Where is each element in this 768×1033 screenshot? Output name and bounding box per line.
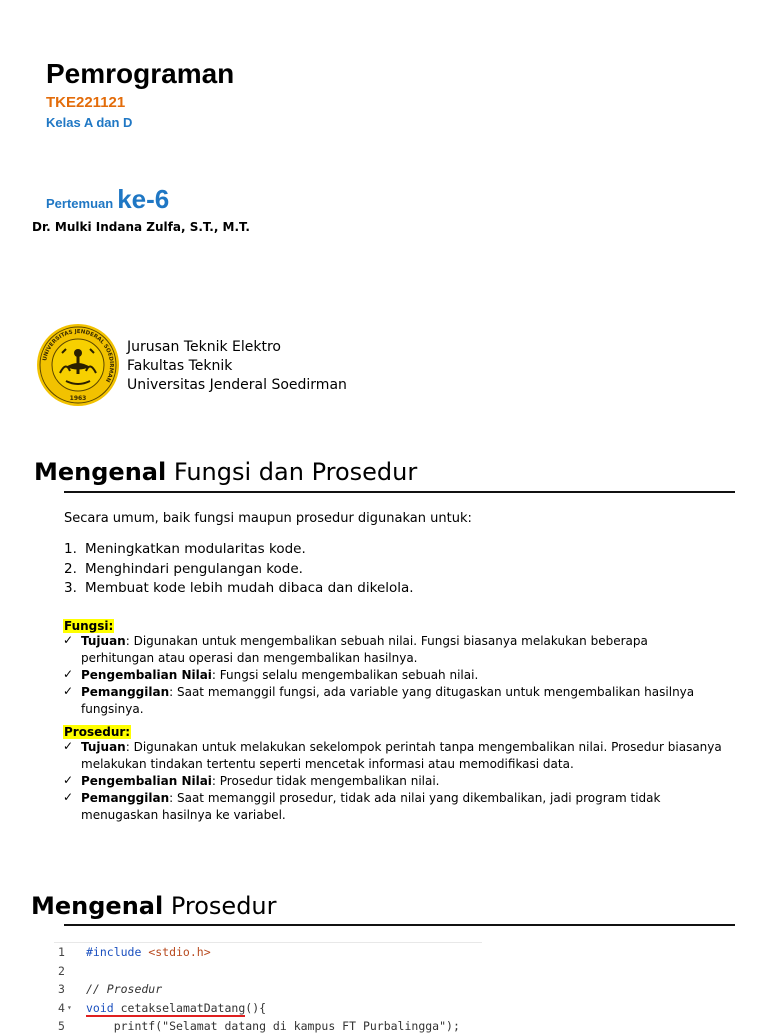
checkmark-icon: ✓	[63, 773, 74, 787]
section-title-rest: Prosedur	[163, 892, 277, 920]
institution-block	[127, 338, 347, 395]
logo-ring-text: UNIVERSITAS JENDERAL SOEDIRMAN	[42, 328, 115, 383]
list-item: 2. Menghindari pengulangan kode.	[64, 560, 303, 577]
meeting-number	[46, 184, 169, 215]
university-logo-icon	[36, 323, 120, 407]
lecturer-name: Dr. Mulki Indana Zulfa, S.T., M.T.	[32, 220, 250, 234]
fold-arrow-icon[interactable]: ▾	[67, 1002, 72, 1012]
purpose-list	[64, 540, 414, 599]
meeting-label: Pertemuan	[46, 196, 114, 211]
prosedur-points	[63, 739, 723, 824]
checkmark-icon: ✓	[63, 739, 74, 753]
code-line: 2	[58, 963, 65, 978]
list-item: ✓ Pemanggilan: Saat memanggil prosedur, tidak ada nilai yang dikembalikan, jadi program tidak menugaskan hasilnya ke variabel.	[63, 790, 661, 822]
list-item: ✓ Tujuan: Digunakan untuk melakukan sekelompok perintah tanpa mengembalikan nilai. Prosedur biasanya melakukan tindakan tertentu seperti mencetak informasi atau memodifikasi data.	[63, 739, 722, 771]
checkmark-icon: ✓	[63, 633, 74, 647]
section-title-bold: Mengenal	[34, 458, 167, 486]
code-line: 5 printf("Selamat datang di kampus FT Purbalingga");	[58, 1019, 460, 1033]
section-title-fungsi-prosedur	[34, 458, 417, 486]
checkmark-icon: ✓	[63, 667, 74, 681]
code-line: 1 #include <stdio.h>	[58, 945, 211, 959]
meeting-value: ke-6	[117, 184, 170, 214]
section-title-rest: Fungsi dan Prosedur	[166, 458, 418, 486]
faculty: Fakultas Teknik	[127, 358, 233, 374]
code-line: 4 ▾ void cetakselamatDatang(){	[54, 999, 482, 1018]
code-editor	[54, 942, 482, 1033]
list-item: ✓ Pengembalian Nilai: Fungsi selalu mengembalikan sebuah nilai.	[63, 667, 479, 682]
prosedur-heading: Prosedur:	[64, 725, 131, 739]
intro-text: Secara umum, baik fungsi maupun prosedur digunakan untuk:	[64, 511, 472, 526]
department: Jurusan Teknik Elektro	[127, 339, 281, 355]
class-info: Kelas A dan D	[46, 115, 133, 130]
list-item: ✓ Tujuan: Digunakan untuk mengembalikan sebuah nilai. Fungsi biasanya melakukan beberapa perhitungan atau operasi dan mengembalikan hasilnya.	[63, 633, 648, 665]
section-title-prosedur	[31, 892, 277, 920]
checkmark-icon: ✓	[63, 790, 74, 804]
list-item: ✓ Pemanggilan: Saat memanggil fungsi, ada variable yang ditugaskan untuk mengembalikan hasilnya fungsinya.	[63, 684, 695, 716]
university: Universitas Jenderal Soedirman	[127, 377, 347, 393]
section-divider	[64, 924, 735, 926]
fungsi-heading: Fungsi:	[64, 619, 114, 633]
list-item: 3. Membuat kode lebih mudah dibaca dan dikelola.	[64, 580, 414, 596]
section-title-bold: Mengenal	[31, 892, 164, 920]
code-line: 3 // Prosedur	[58, 982, 163, 996]
list-item: 1. Meningkatkan modularitas kode.	[64, 541, 306, 557]
fungsi-points	[63, 633, 723, 718]
checkmark-icon: ✓	[63, 684, 74, 698]
logo-year: 1963	[69, 395, 87, 402]
section-divider	[64, 491, 735, 493]
course-code: TKE221121	[46, 94, 126, 111]
presentation-title: Pemrograman	[46, 58, 235, 89]
list-item: ✓ Pengembalian Nilai: Prosedur tidak mengembalikan nilai.	[63, 773, 440, 788]
